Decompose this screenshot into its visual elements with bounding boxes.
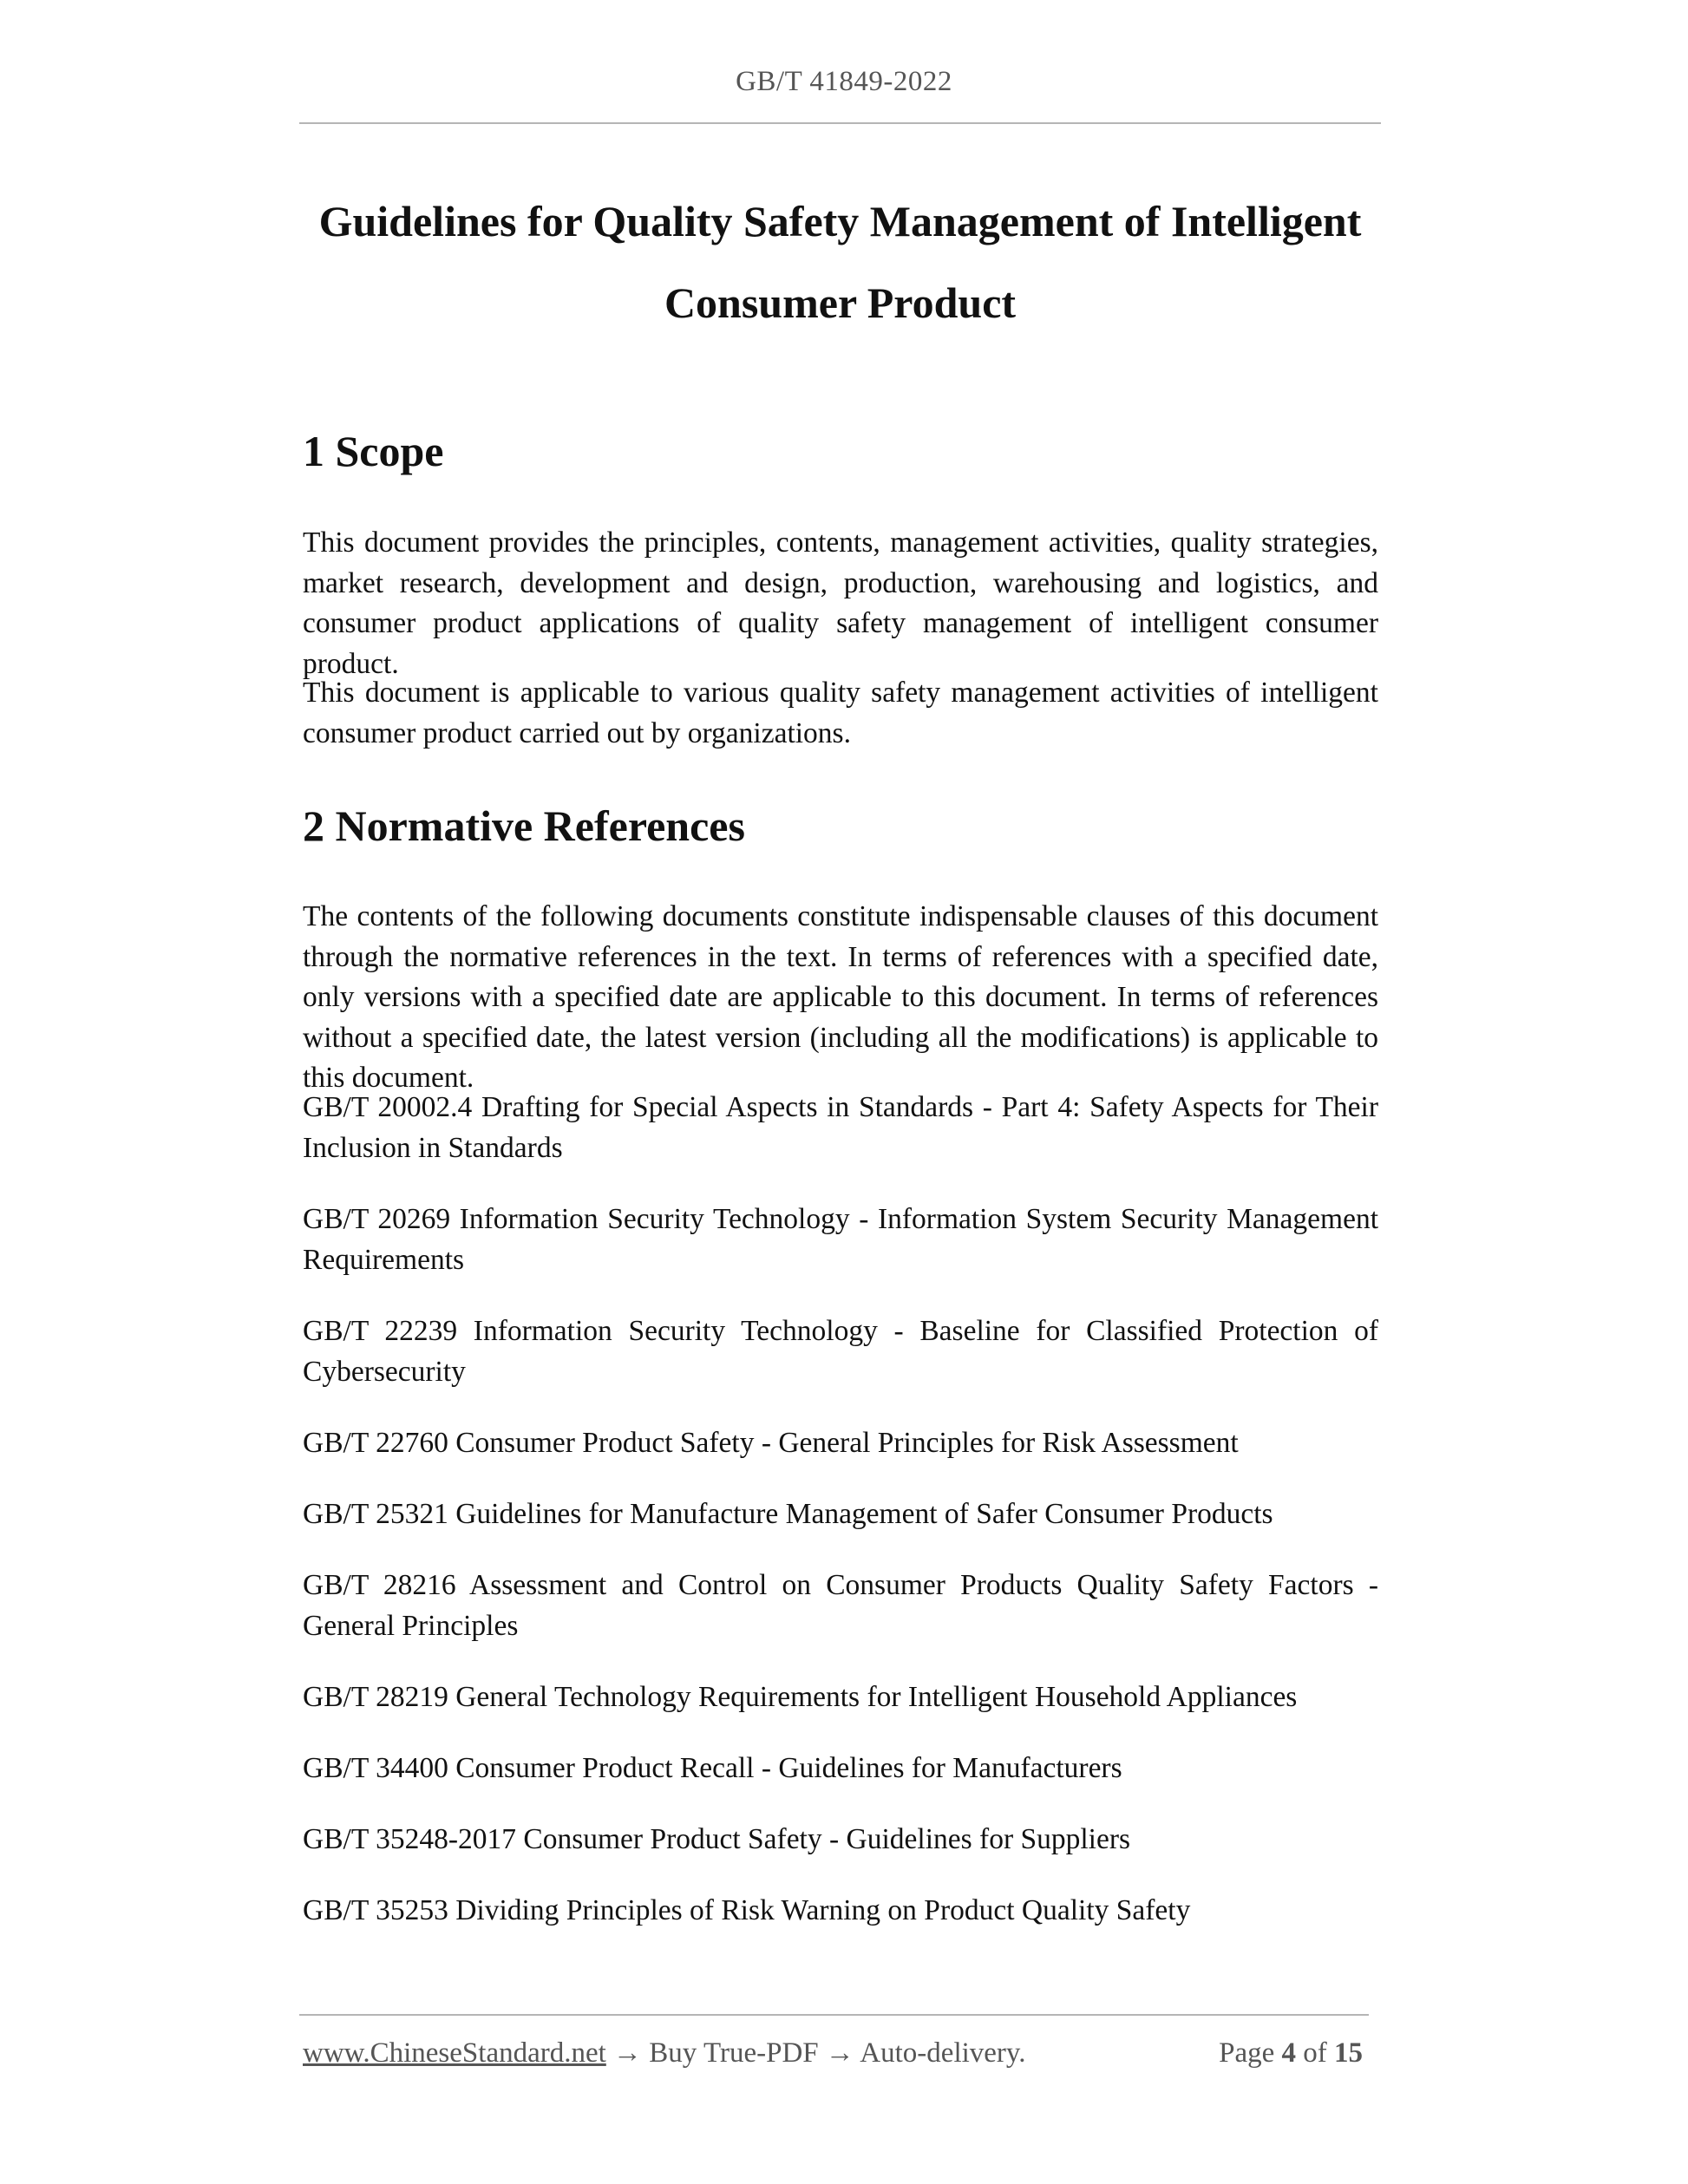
section-heading-scope: 1 Scope xyxy=(303,427,444,475)
footer-divider xyxy=(299,2014,1369,2016)
page-number-indicator xyxy=(1219,2033,1363,2073)
reference-item: GB/T 28216 Assessment and Control on Consumer Products Quality Safety Factors - General Principles xyxy=(303,1569,1378,1642)
reference-item: GB/T 34400 Consumer Product Recall - Guidelines for Manufacturers xyxy=(303,1752,1122,1784)
section-heading-normative-references: 2 Normative References xyxy=(303,801,745,850)
scope-paragraph-1: This document provides the principles, contents, management activities, quality strategies, market research, development and design, production, warehousing and logistics, and consumer product applications of quality safety management of intelligent consumer product. xyxy=(303,526,1378,680)
reference-item: GB/T 20002.4 Drafting for Special Aspects in Standards - Part 4: Safety Aspects for Their Inclusion in Standards xyxy=(303,1091,1378,1164)
footer-promo-text: → Buy True-PDF → Auto-delivery. xyxy=(605,2037,1026,2069)
document-title xyxy=(299,180,1381,343)
running-header-standard-code: GB/T 41849-2022 xyxy=(736,66,952,97)
scope-paragraph-2: This document is applicable to various quality safety management activities of intelligent consumer product carried out by organizations. xyxy=(303,677,1378,749)
document-title-line-1: Guidelines for Quality Safety Management of Intelligent xyxy=(318,197,1362,245)
page-of-label: of xyxy=(1303,2037,1327,2069)
reference-item: GB/T 22239 Information Security Technology - Baseline for Classified Protection of Cybersecurity xyxy=(303,1315,1378,1388)
footer-promo xyxy=(303,2033,1026,2073)
current-page-number: 4 xyxy=(1281,2037,1296,2069)
reference-item: GB/T 20269 Information Security Technology - Information System Security Management Requirements xyxy=(303,1203,1378,1276)
page-label: Page xyxy=(1219,2037,1275,2069)
reference-item: GB/T 25321 Guidelines for Manufacture Management of Safer Consumer Products xyxy=(303,1498,1273,1530)
document-title-line-2: Consumer Product xyxy=(664,278,1017,327)
reference-item: GB/T 35248-2017 Consumer Product Safety - Guidelines for Suppliers xyxy=(303,1823,1131,1855)
total-page-count: 15 xyxy=(1334,2037,1363,2069)
reference-item: GB/T 28219 General Technology Requirements for Intelligent Household Appliances xyxy=(303,1681,1298,1713)
reference-item: GB/T 22760 Consumer Product Safety - General Principles for Risk Assessment xyxy=(303,1427,1239,1459)
reference-item: GB/T 35253 Dividing Principles of Risk Warning on Product Quality Safety xyxy=(303,1894,1191,1926)
normative-references-intro: The contents of the following documents constitute indispensable clauses of this document through the normative references in the text. In terms of references with a specified date, only versions with a specified date are applicable to this document. In terms of references without a specified date, the latest version (including all the modifications) is applicable to this document. xyxy=(303,900,1378,1094)
header-divider xyxy=(299,122,1381,124)
chinesestandard-site-link[interactable]: www.ChineseStandard.net xyxy=(303,2037,606,2069)
